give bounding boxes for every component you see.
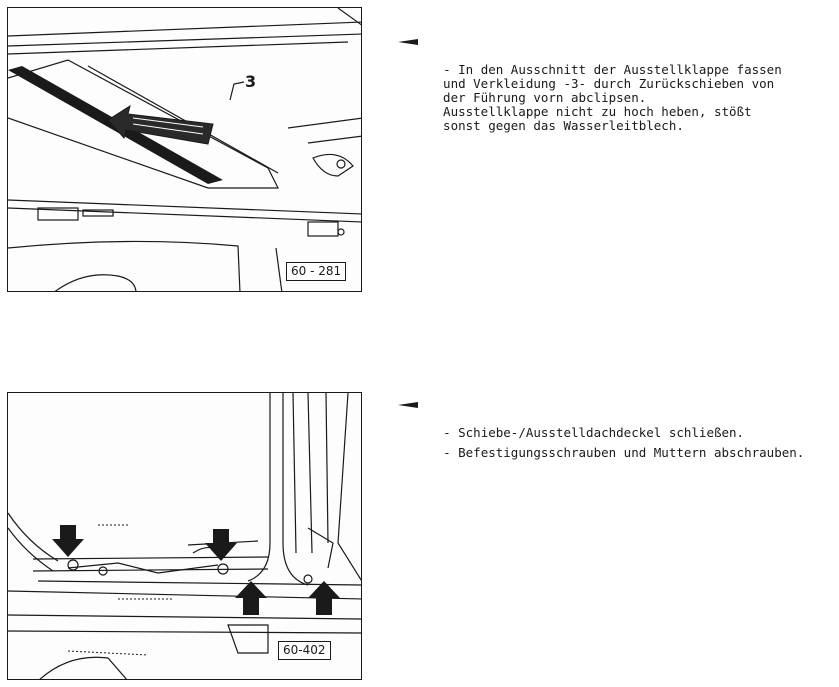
instruction-text: - Schiebe-/Ausstelldachdeckel schließen. [443,425,745,440]
up-arrow-icon [235,581,267,615]
instruction-step [428,432,804,460]
instruction-text: - Befestigungsschrauben und Muttern abschrauben. [443,445,805,460]
up-arrow-icon [308,581,340,615]
figure-label: 60 - 281 [286,262,346,281]
illustration-sunroof-mounting [8,393,362,680]
push-arrow-icon [108,106,213,144]
down-arrow-icon [205,529,237,561]
figure-60-402 [7,392,362,680]
down-arrow-icon [52,525,84,557]
illustration-tilt-panel-trim [8,8,362,292]
pointer-arrow-icon [398,402,418,408]
callout-number: 3 [245,72,257,91]
figure-60-281 [7,7,362,292]
instruction-text: - In den Ausschnitt der Ausstellklappe fassen und Verkleidung -3- durch Zurückschieben von der Führung vorn abclipsen. Ausstellklappe nicht zu hoch heben, stößt sonst gegen das Wasserleitblech. [443,62,782,133]
figure-label: 60-402 [278,641,331,660]
instruction-step [428,35,782,133]
pointer-arrow-icon [398,39,418,45]
